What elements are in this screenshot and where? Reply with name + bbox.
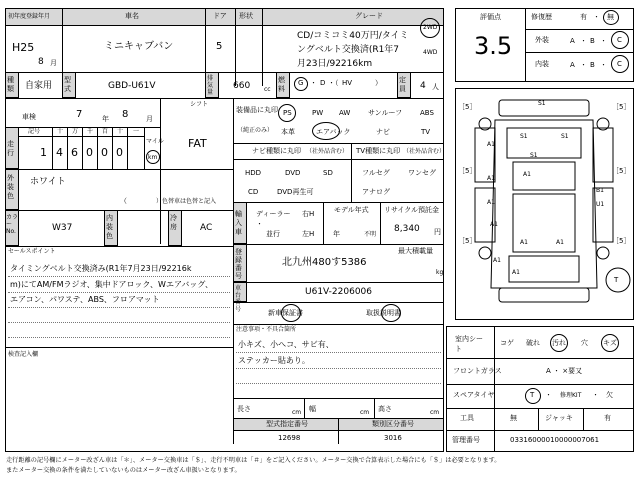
exterior-note: ）色替車は色替と記入 [156,198,217,205]
diag-mark-side2: ［5］ [458,237,477,245]
equipment-title: 装備品に丸印 [236,106,278,114]
spare-lack: 欠 [606,391,613,399]
spare-tire-label: スペアタイヤ [453,391,495,399]
seat-ana: 穴 [581,339,588,347]
windshield-label: フロントガラス [453,367,502,375]
notes-label: 注意事項・不具合箇所 [236,326,297,333]
new-warranty: 新車保証書 [268,309,303,317]
equip-airbag: エアバック [316,128,351,136]
interior-color-label: 内装色 [106,214,113,240]
max-load-unit: kg [436,269,444,276]
category-label: 類別区分番号 [372,420,414,428]
displacement-unit: cc [264,86,271,93]
digit-label-3: 百 [102,128,109,135]
first-reg-label: 初年度登録年月 [8,13,51,20]
grade-line2: ングベルト交換済(R1年7 [297,45,400,55]
diag-label-2: S1 [520,133,528,140]
equip-abs: ABS [420,109,434,117]
exterior-label: 外装色 [7,174,14,200]
ext-grade-c: C [617,36,622,44]
door-label: ドア [213,12,227,20]
manual: 取扱説明書 [366,309,401,317]
fuel-hv: HV [342,79,353,87]
diag-label-8: U1 [596,201,605,208]
mileage-digit-1: 4 [56,146,63,159]
diag-mark-front: ［5］ [458,103,477,111]
reg-no-value: 北九州480す5386 [282,257,367,268]
seat-yogore: 汚れ [552,339,566,347]
int-grade-c: C [617,60,622,68]
hood [507,128,581,158]
tools-label: 工具 [460,414,474,422]
diag-mark-side1: ［5］ [612,167,631,175]
tv-oneseg: ワンセグ [408,169,436,177]
spare-repair-kit: 修理KIT [560,392,582,399]
manual-circle [381,304,401,322]
reg-era: H25 [12,41,35,54]
type-designation-value: 12698 [278,434,301,442]
aircon-value: AC [200,223,213,233]
wheel-rr [597,247,609,259]
width-label: 幅 [309,405,316,413]
type-designation-label: 型式指定番号 [266,420,308,428]
length-unit: cm [292,409,302,416]
recycle-value: 8,340 [394,224,420,234]
grade-line1: CD/コミコミ40万円/タイミ [297,31,409,41]
navi-dvd: DVD [285,169,301,177]
tv-title-sub: （社外品含む） [403,148,446,155]
repair-label: 修復歴 [531,13,552,21]
sales-point-line2: m)にてAM/FMラジオ、集中ドアロック、Wエアバッグ、 [10,280,213,289]
jack-label: ジャッキ [545,414,573,422]
shift-value: FAT [188,137,207,150]
mileage-digit-3: 0 [86,146,93,159]
diag-label-1: A1 [487,141,495,148]
displacement-value: 660 [233,81,251,91]
car-diagram [455,88,634,320]
digit-label-0: 十 [57,128,64,135]
navi-sd: SD [323,169,333,177]
equip-aw: AW [339,109,351,117]
import-right-handle: 右H [302,210,315,218]
management-value: 03316000010000007061 [510,436,600,444]
shift-label: シフト [190,101,209,108]
left-front-door [475,128,495,182]
diag-label-5: A1 [487,175,495,182]
score-value: 3.5 [474,32,513,60]
rear-bumper [499,288,589,302]
recycle-unit: 円 [434,228,441,236]
spare-t: T [530,391,535,399]
new-warranty-circle [281,304,301,322]
displacement-label: 排気量 [207,75,214,96]
interior-grade-label: 内装 [535,60,549,68]
sign-label: 記号 [28,128,41,135]
import-dash: ・ [256,220,263,228]
seat-kizu: キズ [603,339,617,347]
reg-no-label: 登録番号 [235,248,242,280]
diag-label-0: S1 [538,100,546,107]
color-no-value: W37 [52,223,73,233]
type-label: 種類 [7,76,14,93]
diag-mark-side0: ［5］ [458,167,477,175]
chassis-label: 車台番号 [235,285,242,313]
footer-line2: またメーター交換の条件を満たしていないものはメーター改ざん車扱いとなります。 [6,467,241,474]
diag-label-3: S1 [561,133,569,140]
management-label: 管理番号 [452,436,480,444]
reg-month-unit: 月 [50,59,57,67]
inspection-label: 車検 [22,113,36,121]
unit-km: km [148,154,158,161]
navi-cd: CD [248,188,259,196]
navi-dvd-play: DVD再生可 [277,188,314,196]
repair-no: 無 [607,13,614,21]
diag-label-14: A1 [512,269,520,276]
sales-point-line3: エアコン、パワステ、ABS、フロアマット [10,295,160,304]
diag-mark-side3: ［5］ [612,237,631,245]
type-value: 自家用 [25,81,53,91]
equip-leather: 本革 [281,128,295,136]
mileage-digit-4: 0 [101,146,108,159]
height-label: 高さ [378,405,392,413]
navi-title: ナビ種類に丸印 [252,147,301,155]
digit-label-4: 十 [117,128,124,135]
seat-koge: コゲ [500,339,514,347]
jack-value: 有 [604,414,611,422]
equip-navi: ナビ [376,128,390,136]
doors: 5 [216,41,223,52]
exterior-value: ホワイト [30,177,66,187]
max-load-label: 最大積載量 [398,247,433,255]
grade-label: グレード [355,12,383,20]
diag-label-4: S1 [530,152,538,159]
drive-2wd: 2WD [423,24,438,31]
tv-analog: アナログ [362,188,390,196]
diag-label-6: A1 [523,171,531,178]
equip-ps: PS [283,109,292,117]
width-unit: cm [360,409,370,416]
diag-label-10: A1 [490,221,498,228]
inspector-label: 検査記入欄 [8,351,39,358]
exterior-grade-label: 外装 [535,36,549,44]
ext-sep2: ・ [600,37,607,45]
shape-label: 形状 [239,12,253,20]
mileage-digit-0: 1 [40,146,47,159]
digit-label-5: 一 [133,128,140,135]
wheel-rl [479,247,491,259]
navi-title-sub: （社外品含む） [306,148,349,155]
capacity-unit: 人 [432,83,439,91]
category-value: 3016 [384,434,402,442]
unit-mile: マイル [146,138,164,145]
seat-yabure: 破れ [526,339,540,347]
digit-label-2: 千 [87,128,94,135]
tv-fullseg: フルセグ [362,169,390,177]
recycle-label: リサイクル預託金 [384,206,440,214]
int-grade-a: A [570,61,575,69]
diag-label-9: A1 [487,199,495,206]
import-parallel: 並行 [266,230,280,238]
tv-title: TV種類に丸印 [356,147,401,155]
digit-label-1: 万 [72,128,79,135]
exterior-paren-open: （ [120,197,127,205]
reg-month: 8 [38,57,44,67]
right-front-door [593,128,613,182]
capacity-value: 4 [420,81,426,91]
car-name: ミニキャブバン [104,41,174,52]
spare-sep2: ・ [592,391,599,399]
equip-pw: PW [312,109,324,117]
tools-value: 無 [510,414,517,422]
fuel-g: G [298,79,304,87]
fuel-label: 燃料 [278,76,285,93]
import-dealer: ディーラー [256,210,291,218]
sales-point-label: セールスポイント [8,248,56,255]
color-no-label: カラーNo. [6,214,19,235]
windshield-value: A ・ ×要又 [546,367,583,375]
fuel-d: D [320,79,326,87]
spare-sep1: ・ [545,391,552,399]
capacity-label: 定員 [399,76,406,93]
model-value: GBD-U61V [108,81,156,91]
equip-sunroof: サンルーフ [368,109,403,117]
import-left-handle: 左H [302,230,315,238]
model-year-unit: 年 [333,230,340,238]
equipment-title-sub: （純正のみ） [237,127,274,134]
int-sep2: ・ [600,61,607,69]
import-label: 輸入車 [235,210,242,236]
ext-sep1: ・ [580,37,587,45]
inspection-year: 7 [76,109,83,120]
aircon-label: 冷房 [170,214,177,231]
interior-seat-label: 室内シート [455,335,483,353]
diag-mark-rear: ［5］ [612,103,631,111]
model-label: 型式 [64,76,71,93]
repair-sep: ・ [593,13,600,21]
diag-label-spare: T [614,276,619,284]
length-label: 長さ [237,405,251,413]
notes-line2: ステッカー貼あり。 [238,356,310,365]
equip-tv: TV [421,128,431,136]
notes-line1: 小キズ、小へコ、サビ有、 [238,340,334,349]
ext-grade-a: A [570,37,575,45]
height-unit: cm [430,409,440,416]
int-sep1: ・ [580,61,587,69]
footer-line1: 走行距離の記号欄にメーター改ざん車は「＊」、メーター交換車は「＄」、走行不明車は「＃」をご記入ください。メーター交換で合算表示した場合にも「＄」は必要となります。 [6,457,501,464]
diag-label-12: A1 [556,239,564,246]
inspection-year-unit: 年 [102,115,109,123]
navi-hdd: HDD [245,169,262,177]
ext-grade-b: B [590,37,595,45]
model-year-unknown: 不明 [364,231,377,238]
car-name-label: 車名 [125,12,139,20]
model-year-label: モデル年式 [334,206,369,214]
inspection-month: 8 [122,109,129,120]
inspection-month-unit: 月 [146,115,153,123]
diag-label-13: A1 [493,257,501,264]
repair-yes: 有 [580,13,587,21]
fuel-dots1: ・ [310,79,317,87]
fuel-dots2: ・（ [328,79,339,87]
diag-label-11: A1 [520,239,528,246]
mileage-digit-2: 6 [71,146,78,159]
chassis-value: U61V-2206006 [305,287,372,297]
grade-line3: 月23日/92216km [297,59,373,69]
mileage-digit-5: 0 [116,146,123,159]
sales-point-line1: タイミングベルト交換済み(R1年7月23日/92216k [10,264,192,273]
drive-4wd: 4WD [423,49,438,56]
fuel-paren-close: ） [375,79,382,87]
diag-label-7: B1 [596,187,604,194]
score-title: 評価点 [480,13,501,21]
mileage-label: 走行 [7,140,14,157]
int-grade-b: B [590,61,595,69]
